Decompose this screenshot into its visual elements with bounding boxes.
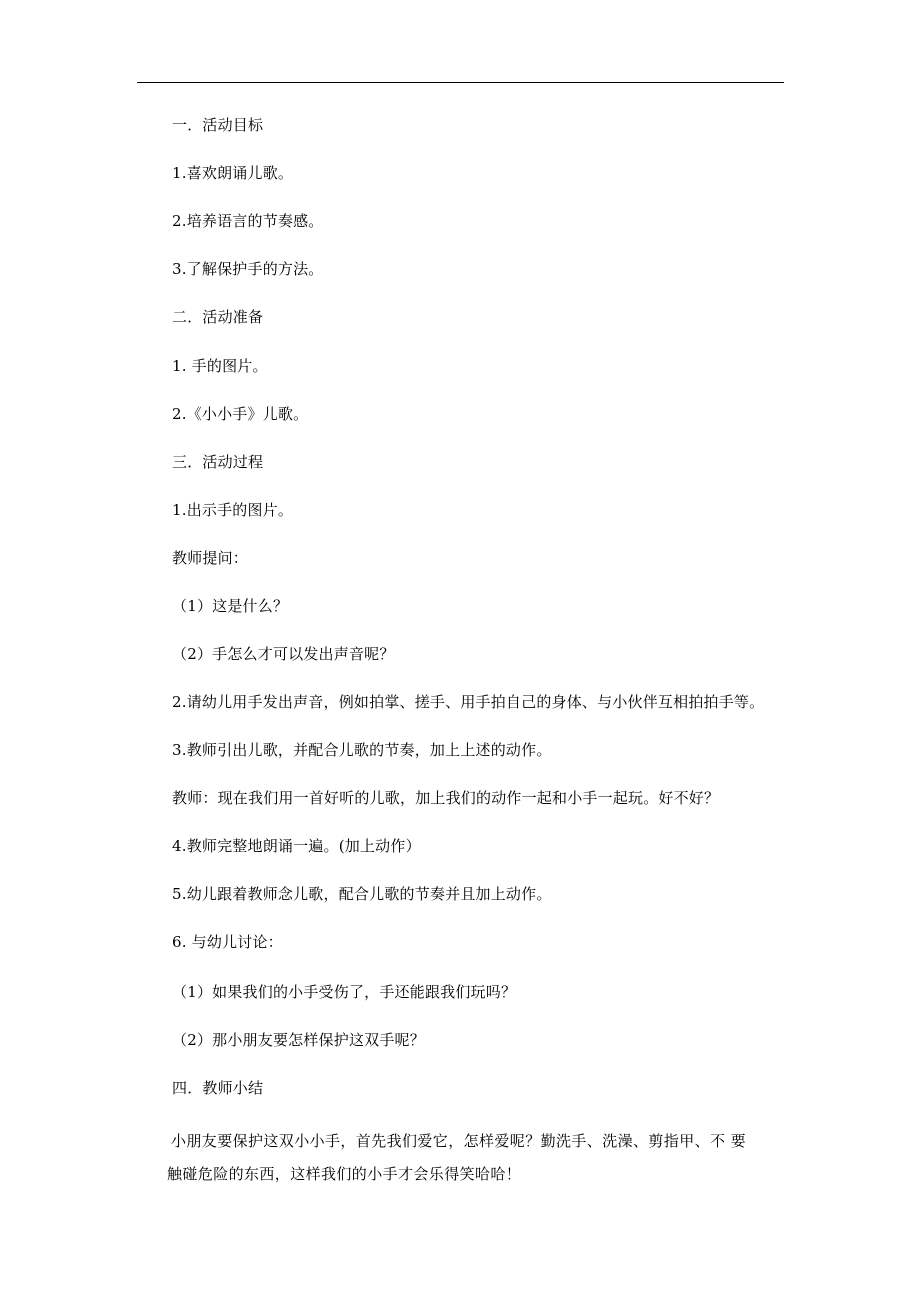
heading-activity-process: 三．活动过程 [172, 453, 264, 471]
goal-1: 1.喜欢朗诵儿歌。 [172, 164, 294, 182]
teacher-question-label: 教师提问： [172, 549, 249, 567]
prep-2: 2.《小小手》儿歌。 [172, 405, 309, 423]
discussion-question-1: （1）如果我们的小手受伤了，手还能跟我们玩吗？ [172, 983, 517, 1001]
summary-paragraph [167, 1125, 784, 1191]
teacher-speech: 教师：现在我们用一首好听的儿歌，加上我们的动作一起和小手一起玩。好不好？ [172, 789, 720, 807]
goal-3: 3.了解保护手的方法。 [172, 260, 324, 278]
heading-activity-goals: 一．活动目标 [172, 116, 264, 134]
process-step-4: 4.教师完整地朗诵一遍。(加上动作） [172, 837, 421, 855]
prep-1: 1. 手的图片。 [172, 357, 268, 375]
process-step-1: 1.出示手的图片。 [172, 501, 294, 519]
header-rule [137, 82, 784, 83]
process-step-5: 5.幼儿跟着教师念儿歌，配合儿歌的节奏并且加上动作。 [172, 885, 552, 903]
heading-activity-prep: 二．活动准备 [172, 308, 264, 326]
question-1: （1）这是什么？ [172, 597, 289, 615]
heading-teacher-summary: 四．教师小结 [172, 1079, 264, 1097]
process-step-6: 6. 与幼儿讨论： [172, 933, 283, 951]
process-step-3: 3.教师引出儿歌，并配合儿歌的节奏，加上上述的动作。 [172, 741, 552, 759]
summary-line-1: 小朋友要保护这双小小手，首先我们爱它，怎样爱呢？勤洗手、洗澡、剪指甲、不 要 [171, 1132, 746, 1150]
summary-line-2: 触碰危险的东西，这样我们的小手才会乐得笑哈哈！ [167, 1165, 522, 1183]
discussion-question-2: （2）那小朋友要怎样保护这双手呢？ [172, 1031, 425, 1049]
question-2: （2）手怎么才可以发出声音呢？ [172, 645, 395, 663]
goal-2: 2.培养语言的节奏感。 [172, 212, 324, 230]
process-step-2: 2.请幼儿用手发出声音，例如拍掌、搓手、用手拍自己的身体、与小伙伴互相拍拍手等。 [172, 693, 765, 711]
